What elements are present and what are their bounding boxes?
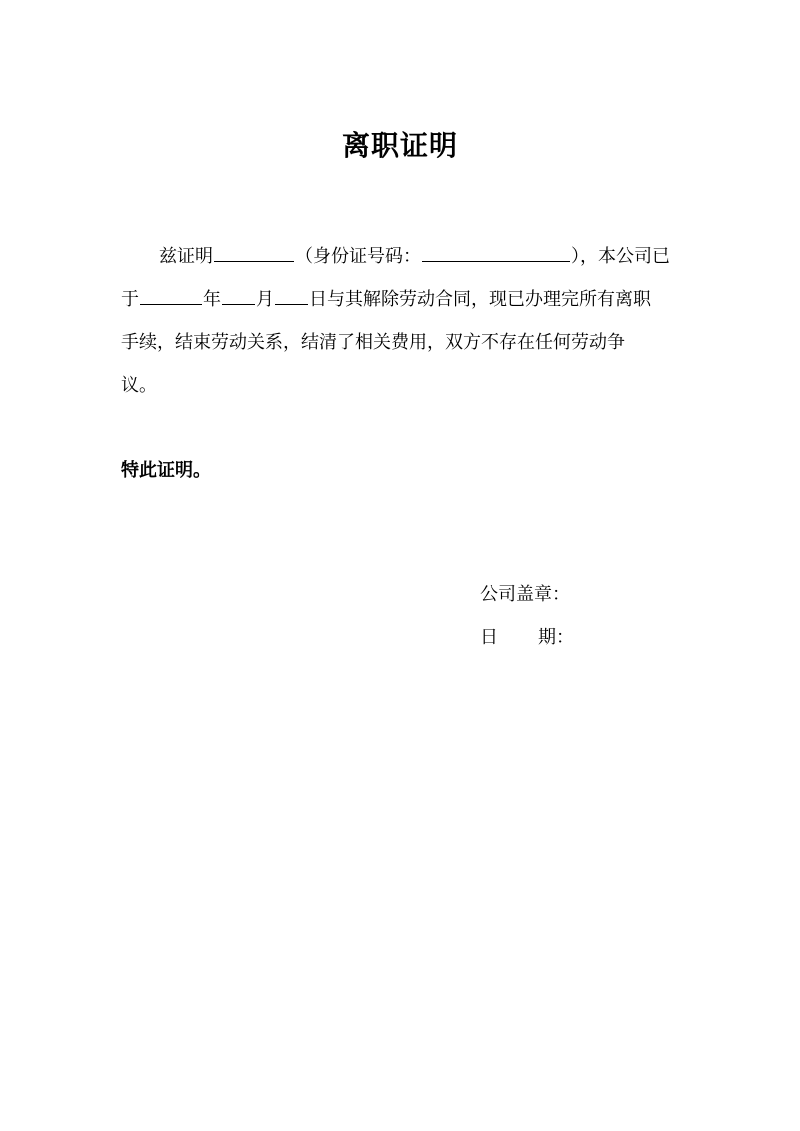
body-line-4: 议。 xyxy=(121,375,157,396)
date-label xyxy=(480,623,574,649)
body-text: 年 xyxy=(203,289,221,310)
body-text: 于 xyxy=(121,289,139,310)
name-blank xyxy=(214,243,294,262)
body-text: ），本公司已 xyxy=(571,246,670,267)
page-title: 离职证明 xyxy=(341,129,458,162)
body-line-2 xyxy=(121,285,691,311)
date-char-1: 日 xyxy=(480,627,498,648)
body-text: 日与其解除劳动合同，现已办理完所有离职 xyxy=(309,289,651,310)
month-blank xyxy=(222,286,255,305)
body-text: 月 xyxy=(256,289,274,310)
body-line-1 xyxy=(121,242,691,268)
body-text: （身份证号码： xyxy=(295,246,421,267)
body-text: 兹证明 xyxy=(159,246,213,267)
day-blank xyxy=(275,286,308,305)
company-seal-label: 公司盖章： xyxy=(480,584,570,605)
year-blank xyxy=(140,286,202,305)
closing-statement: 特此证明。 xyxy=(121,460,211,481)
id-number-blank xyxy=(422,243,570,262)
body-line-3: 手续，结束劳动关系，结清了相关费用，双方不存在任何劳动争 xyxy=(121,332,625,353)
date-char-2: 期： xyxy=(538,627,574,648)
